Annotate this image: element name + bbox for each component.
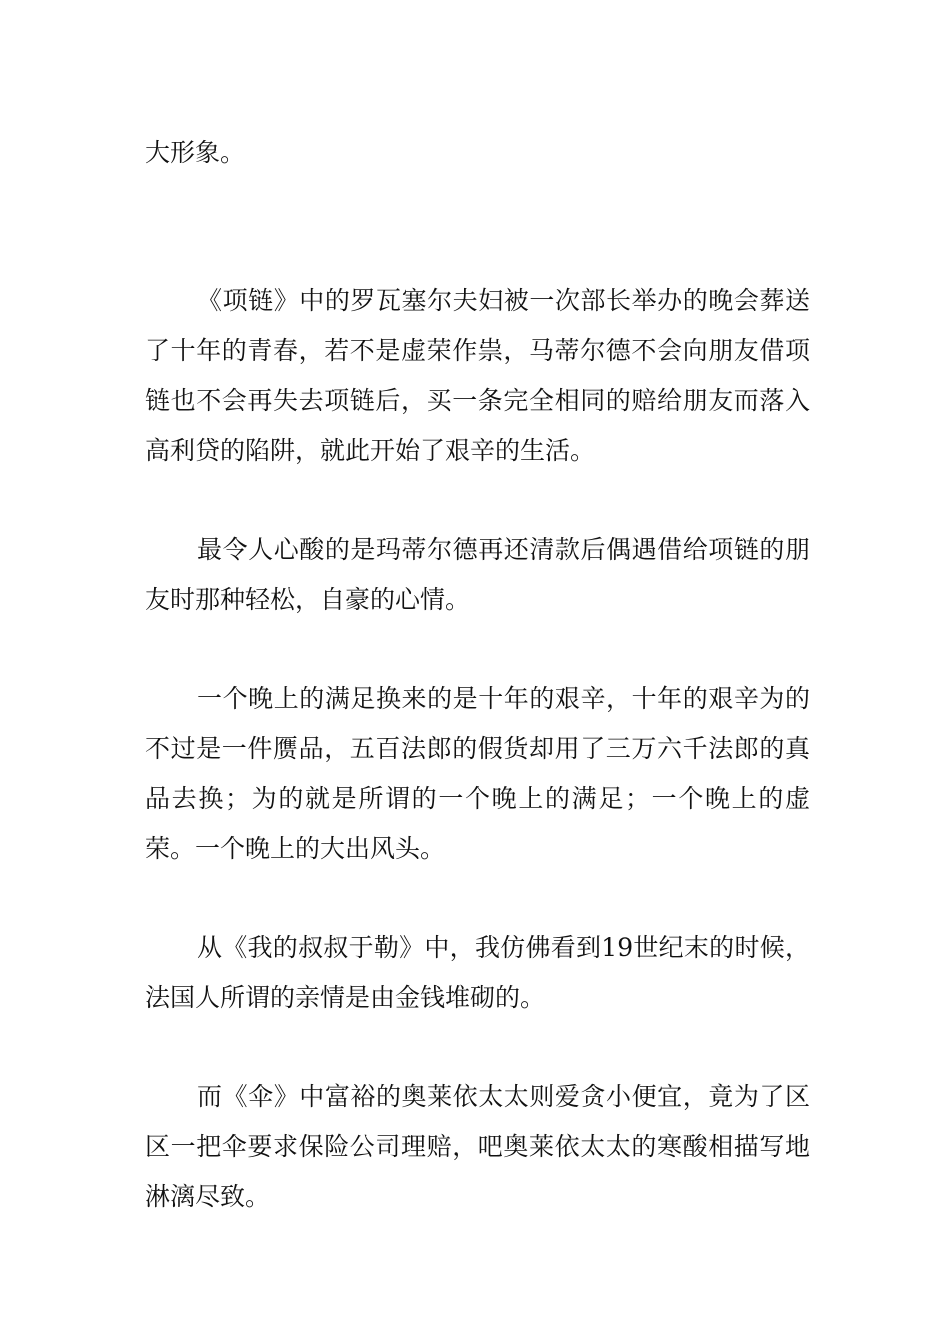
paragraph-umbrella: 而《伞》中富裕的奥莱依太太则爱贪小便宜，竟为了区区一把伞要求保险公司理赔，吧奥莱依太太的寒酸相描写地淋漓尽致。 (145, 1082, 810, 1211)
paragraph-spacer (145, 625, 810, 674)
paragraph-spacer (145, 874, 810, 923)
paragraph-continuation: 大形象。 (145, 138, 246, 167)
document-body (145, 128, 810, 1222)
paragraph-one-night: 一个晚上的满足换来的是十年的艰辛，十年的艰辛为的不过是一件赝品，五百法郎的假货却用了三万六千法郎的真品去换；为的就是所谓的一个晚上的满足；一个晚上的虚荣。一个晚上的大出风头。 (145, 684, 810, 863)
paragraph-spacer (145, 476, 810, 525)
paragraph-spacer (145, 178, 810, 276)
paragraph-spacer (145, 1023, 810, 1072)
paragraph-mathilde: 最令人心酸的是玛蒂尔德再还清款后偶遇借给项链的朋友时那种轻松，自豪的心情。 (145, 535, 810, 614)
paragraph-uncle-jules: 从《我的叔叔于勒》中，我仿佛看到19世纪末的时候，法国人所谓的亲情是由金钱堆砌的。 (145, 933, 810, 1012)
paragraph-necklace: 《项链》中的罗瓦塞尔夫妇被一次部长举办的晚会葬送了十年的青春，若不是虚荣作祟，马蒂尔德不会向朋友借项链也不会再失去项链后，买一条完全相同的赔给朋友而落入高利贷的陷阱，就此开始了艰辛的生活。 (145, 286, 810, 465)
